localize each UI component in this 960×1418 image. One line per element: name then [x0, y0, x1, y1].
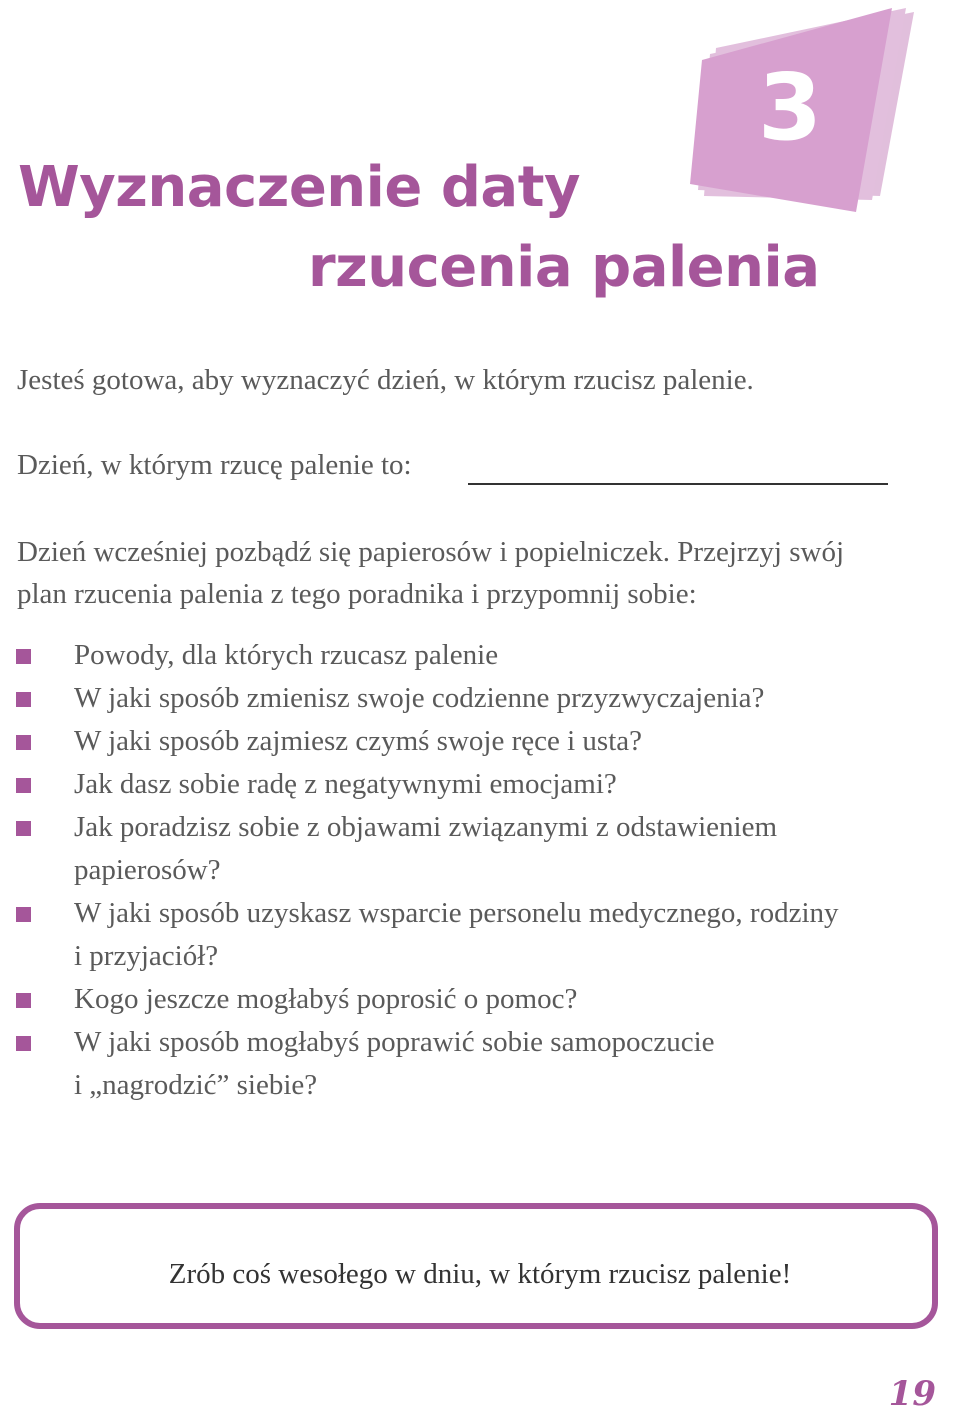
list-item-text: Jak poradzisz sobie z objawami związanymi z odstawieniem [74, 811, 778, 843]
list-item [0, 677, 960, 720]
list-item-text-continued: papierosów? [74, 854, 221, 886]
square-bullet-icon [16, 821, 31, 836]
list-item-text-continued: i „nagrodzić” siebie? [74, 1069, 318, 1101]
quit-date-label: Dzień, w którym rzucę palenie to: [17, 449, 412, 481]
list-item-text: Powody, dla których rzucasz palenie [74, 639, 499, 671]
page-title-line-1: Wyznaczenie daty [18, 155, 580, 220]
square-bullet-icon [16, 1036, 31, 1051]
list-item-text-continued: i przyjaciół? [74, 940, 219, 972]
intro-paragraph: Jesteś gotowa, aby wyznaczyć dzień, w którym rzucisz palenie. [17, 364, 754, 396]
page-title-line-2: rzucenia palenia [308, 235, 820, 300]
list-item-text: W jaki sposób zajmiesz czymś swoje ręce i usta? [74, 725, 643, 757]
square-bullet-icon [16, 993, 31, 1008]
reminder-list [0, 634, 960, 1107]
list-item [0, 1021, 960, 1107]
day-before-paragraph-line-1: Dzień wcześniej pozbądź się papierosów i popielniczek. Przejrzyj swój [17, 536, 845, 568]
list-item [0, 763, 960, 806]
square-bullet-icon [16, 778, 31, 793]
list-item-text: Kogo jeszcze mogłabyś poprosić o pomoc? [74, 983, 578, 1015]
square-bullet-icon [16, 907, 31, 922]
square-bullet-icon [16, 692, 31, 707]
list-item [0, 720, 960, 763]
list-item-text: W jaki sposób uzyskasz wsparcie personelu medycznego, rodziny [74, 897, 839, 929]
quit-date-blank-line [468, 483, 888, 485]
list-item-text: W jaki sposób mogłabyś poprawić sobie samopoczucie [74, 1026, 715, 1058]
list-item [0, 634, 960, 677]
callout-text: Zrób coś wesołego w dniu, w którym rzucisz palenie! [168, 1258, 792, 1290]
list-item-text: W jaki sposób zmienisz swoje codzienne przyzwyczajenia? [74, 682, 765, 714]
list-item-text: Jak dasz sobie radę z negatywnymi emocjami? [74, 768, 617, 800]
list-item [0, 978, 960, 1021]
square-bullet-icon [16, 649, 31, 664]
list-item [0, 806, 960, 892]
list-item [0, 892, 960, 978]
chapter-number: 3 [757, 54, 822, 161]
square-bullet-icon [16, 735, 31, 750]
page-number: 19 [888, 1374, 936, 1414]
day-before-paragraph-line-2: plan rzucenia palenia z tego poradnika i przypomnij sobie: [17, 578, 697, 610]
